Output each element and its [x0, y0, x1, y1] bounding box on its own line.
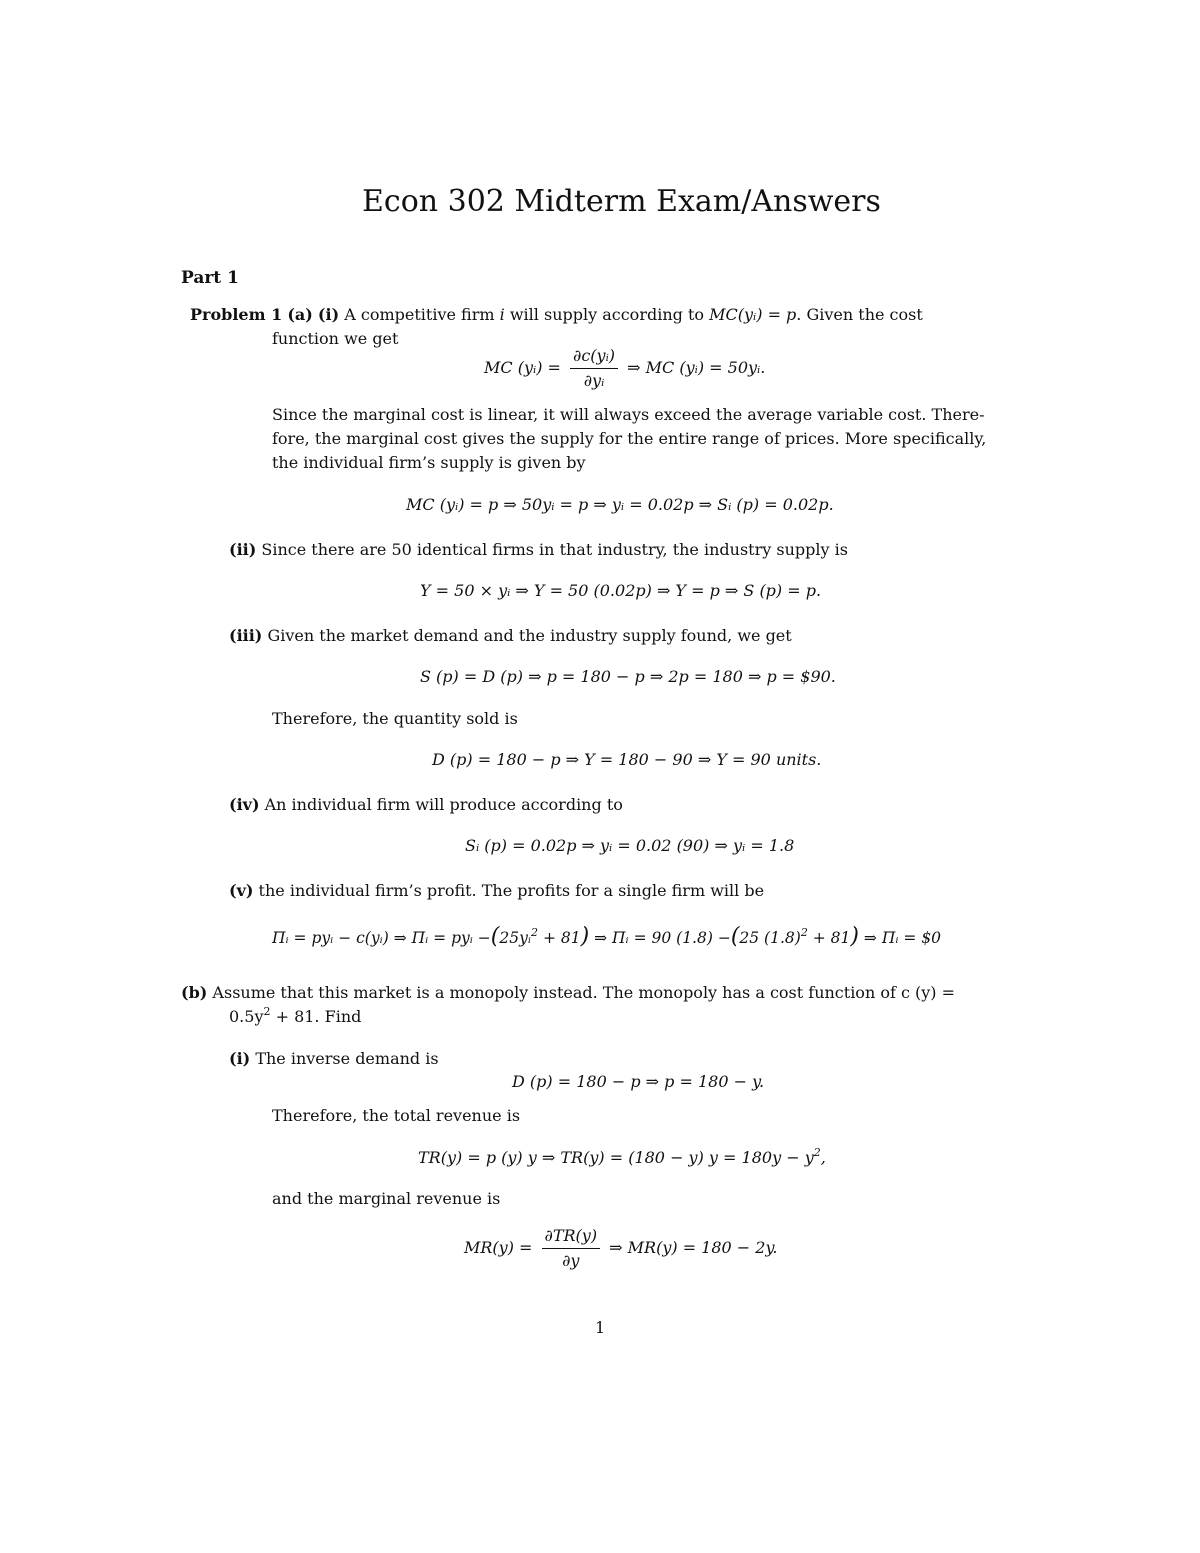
eq-left: MC (yᵢ) =	[484, 358, 561, 377]
text: 0.5y	[229, 1007, 264, 1026]
item-v	[229, 881, 764, 901]
eq-right: ⇒ MC (yᵢ) = 50yᵢ.	[627, 358, 766, 377]
inline-equation: MC(yᵢ) = p	[709, 305, 797, 324]
var-i: i	[499, 305, 505, 324]
paren-close: )	[850, 924, 859, 949]
page-title: Econ 302 Midterm Exam/Answers	[362, 184, 881, 219]
exponent: 2	[531, 926, 538, 939]
part-heading: Part 1	[181, 268, 239, 288]
exponent: 2	[813, 1146, 821, 1159]
text: . Given the cost	[796, 305, 923, 324]
problem1-a-i-line1	[190, 305, 923, 325]
eq-part: ⇒ Πᵢ = 90 (1.8) −	[594, 929, 731, 947]
text: Assume that this market is a monopoly instead. The monopoly has a cost function of c (y) =	[212, 983, 956, 1002]
item-ii	[229, 540, 848, 560]
item-i-label: (i)	[317, 305, 340, 324]
fraction-numerator: ∂TR(y)	[542, 1226, 601, 1249]
eq-left: MR(y) =	[464, 1238, 533, 1257]
fraction-denominator: ∂y	[562, 1251, 580, 1270]
paragraph-line: fore, the marginal cost gives the supply for the entire range of prices. More specifically,	[272, 429, 987, 448]
text: will supply according to	[509, 305, 705, 324]
equation-marginal-cost	[484, 346, 765, 391]
eq-part: + 81	[812, 929, 851, 947]
equation-total-revenue	[418, 1148, 826, 1168]
paragraph-line: and the marginal revenue is	[272, 1189, 501, 1208]
eq-part: TR(y) = p (y) y ⇒ TR(y) = (180 − y) y = 180y − y	[418, 1148, 814, 1167]
equation-equilibrium-price: S (p) = D (p) ⇒ p = 180 − p ⇒ 2p = 180 ⇒ p = $90.	[420, 667, 836, 686]
paren-open: (	[730, 924, 740, 949]
fraction	[542, 1226, 601, 1271]
paragraph-line: Therefore, the quantity sold is	[272, 709, 518, 728]
paren-close: )	[580, 924, 590, 949]
fraction-numerator: ∂c(yᵢ)	[570, 346, 618, 369]
item-iii-label: (iii)	[229, 626, 263, 645]
text: + 81. Find	[275, 1007, 362, 1026]
eq-part: + 81	[542, 929, 581, 947]
paragraph-line: Since the marginal cost is linear, it will always exceed the average variable cost. There-	[272, 405, 985, 424]
exponent: 2	[800, 926, 808, 939]
equation-firm-supply: MC (yᵢ) = p ⇒ 50yᵢ = p ⇒ yᵢ = 0.02p ⇒ Sᵢ (p) = 0.02p.	[406, 495, 834, 514]
part-b-line2	[229, 1007, 361, 1027]
text: Given the market demand and the industry supply found, we get	[267, 626, 792, 645]
problem-label: Problem 1	[190, 305, 283, 324]
item-ii-label: (ii)	[229, 540, 257, 559]
paren-open: (	[490, 924, 500, 949]
paragraph-line: Therefore, the total revenue is	[272, 1106, 521, 1125]
equation-inverse-demand: D (p) = 180 − p ⇒ p = 180 − y.	[512, 1072, 765, 1091]
problem1-a-i-line2: function we get	[272, 329, 399, 348]
equation-marginal-revenue	[464, 1226, 777, 1271]
text: Since there are 50 identical firms in that industry, the industry supply is	[261, 540, 848, 559]
eq-part: ,	[820, 1148, 826, 1167]
fraction-denominator: ∂yᵢ	[583, 371, 605, 390]
equation-industry-supply: Y = 50 × yᵢ ⇒ Y = 50 (0.02p) ⇒ Y = p ⇒ S (p) = p.	[420, 581, 822, 600]
part-a-label: (a)	[287, 305, 313, 324]
item-iii	[229, 626, 792, 646]
eq-part: 25 (1.8)	[739, 929, 801, 947]
equation-firm-output: Sᵢ (p) = 0.02p ⇒ yᵢ = 0.02 (90) ⇒ yᵢ = 1.8	[465, 836, 795, 855]
text: The inverse demand is	[255, 1049, 439, 1068]
page-number: 1	[595, 1318, 606, 1337]
item-iv-label: (iv)	[229, 795, 260, 814]
fraction	[570, 346, 618, 391]
equation-profit	[272, 924, 942, 949]
part-b-line1	[181, 983, 955, 1003]
text: the individual firm’s profit. The profits for a single firm will be	[258, 881, 765, 900]
paragraph-line: the individual firm’s supply is given by	[272, 453, 586, 472]
part-b-label: (b)	[181, 983, 208, 1002]
eq-part: ⇒ Πᵢ = $0	[863, 929, 942, 947]
part-b-item-i	[229, 1049, 439, 1069]
eq-right: ⇒ MR(y) = 180 − 2y.	[609, 1238, 778, 1257]
eq-part: Πᵢ = pyᵢ − c(yᵢ) ⇒ Πᵢ = pyᵢ −	[272, 929, 491, 947]
equation-quantity-sold: D (p) = 180 − p ⇒ Y = 180 − 90 ⇒ Y = 90 units.	[432, 750, 822, 769]
item-iv	[229, 795, 623, 815]
eq-part: 25yᵢ	[499, 929, 531, 947]
item-v-label: (v)	[229, 881, 254, 900]
exponent: 2	[263, 1005, 271, 1018]
text: A competitive firm	[344, 305, 495, 324]
item-i-label: (i)	[229, 1049, 251, 1068]
text: An individual firm will produce according to	[264, 795, 623, 814]
